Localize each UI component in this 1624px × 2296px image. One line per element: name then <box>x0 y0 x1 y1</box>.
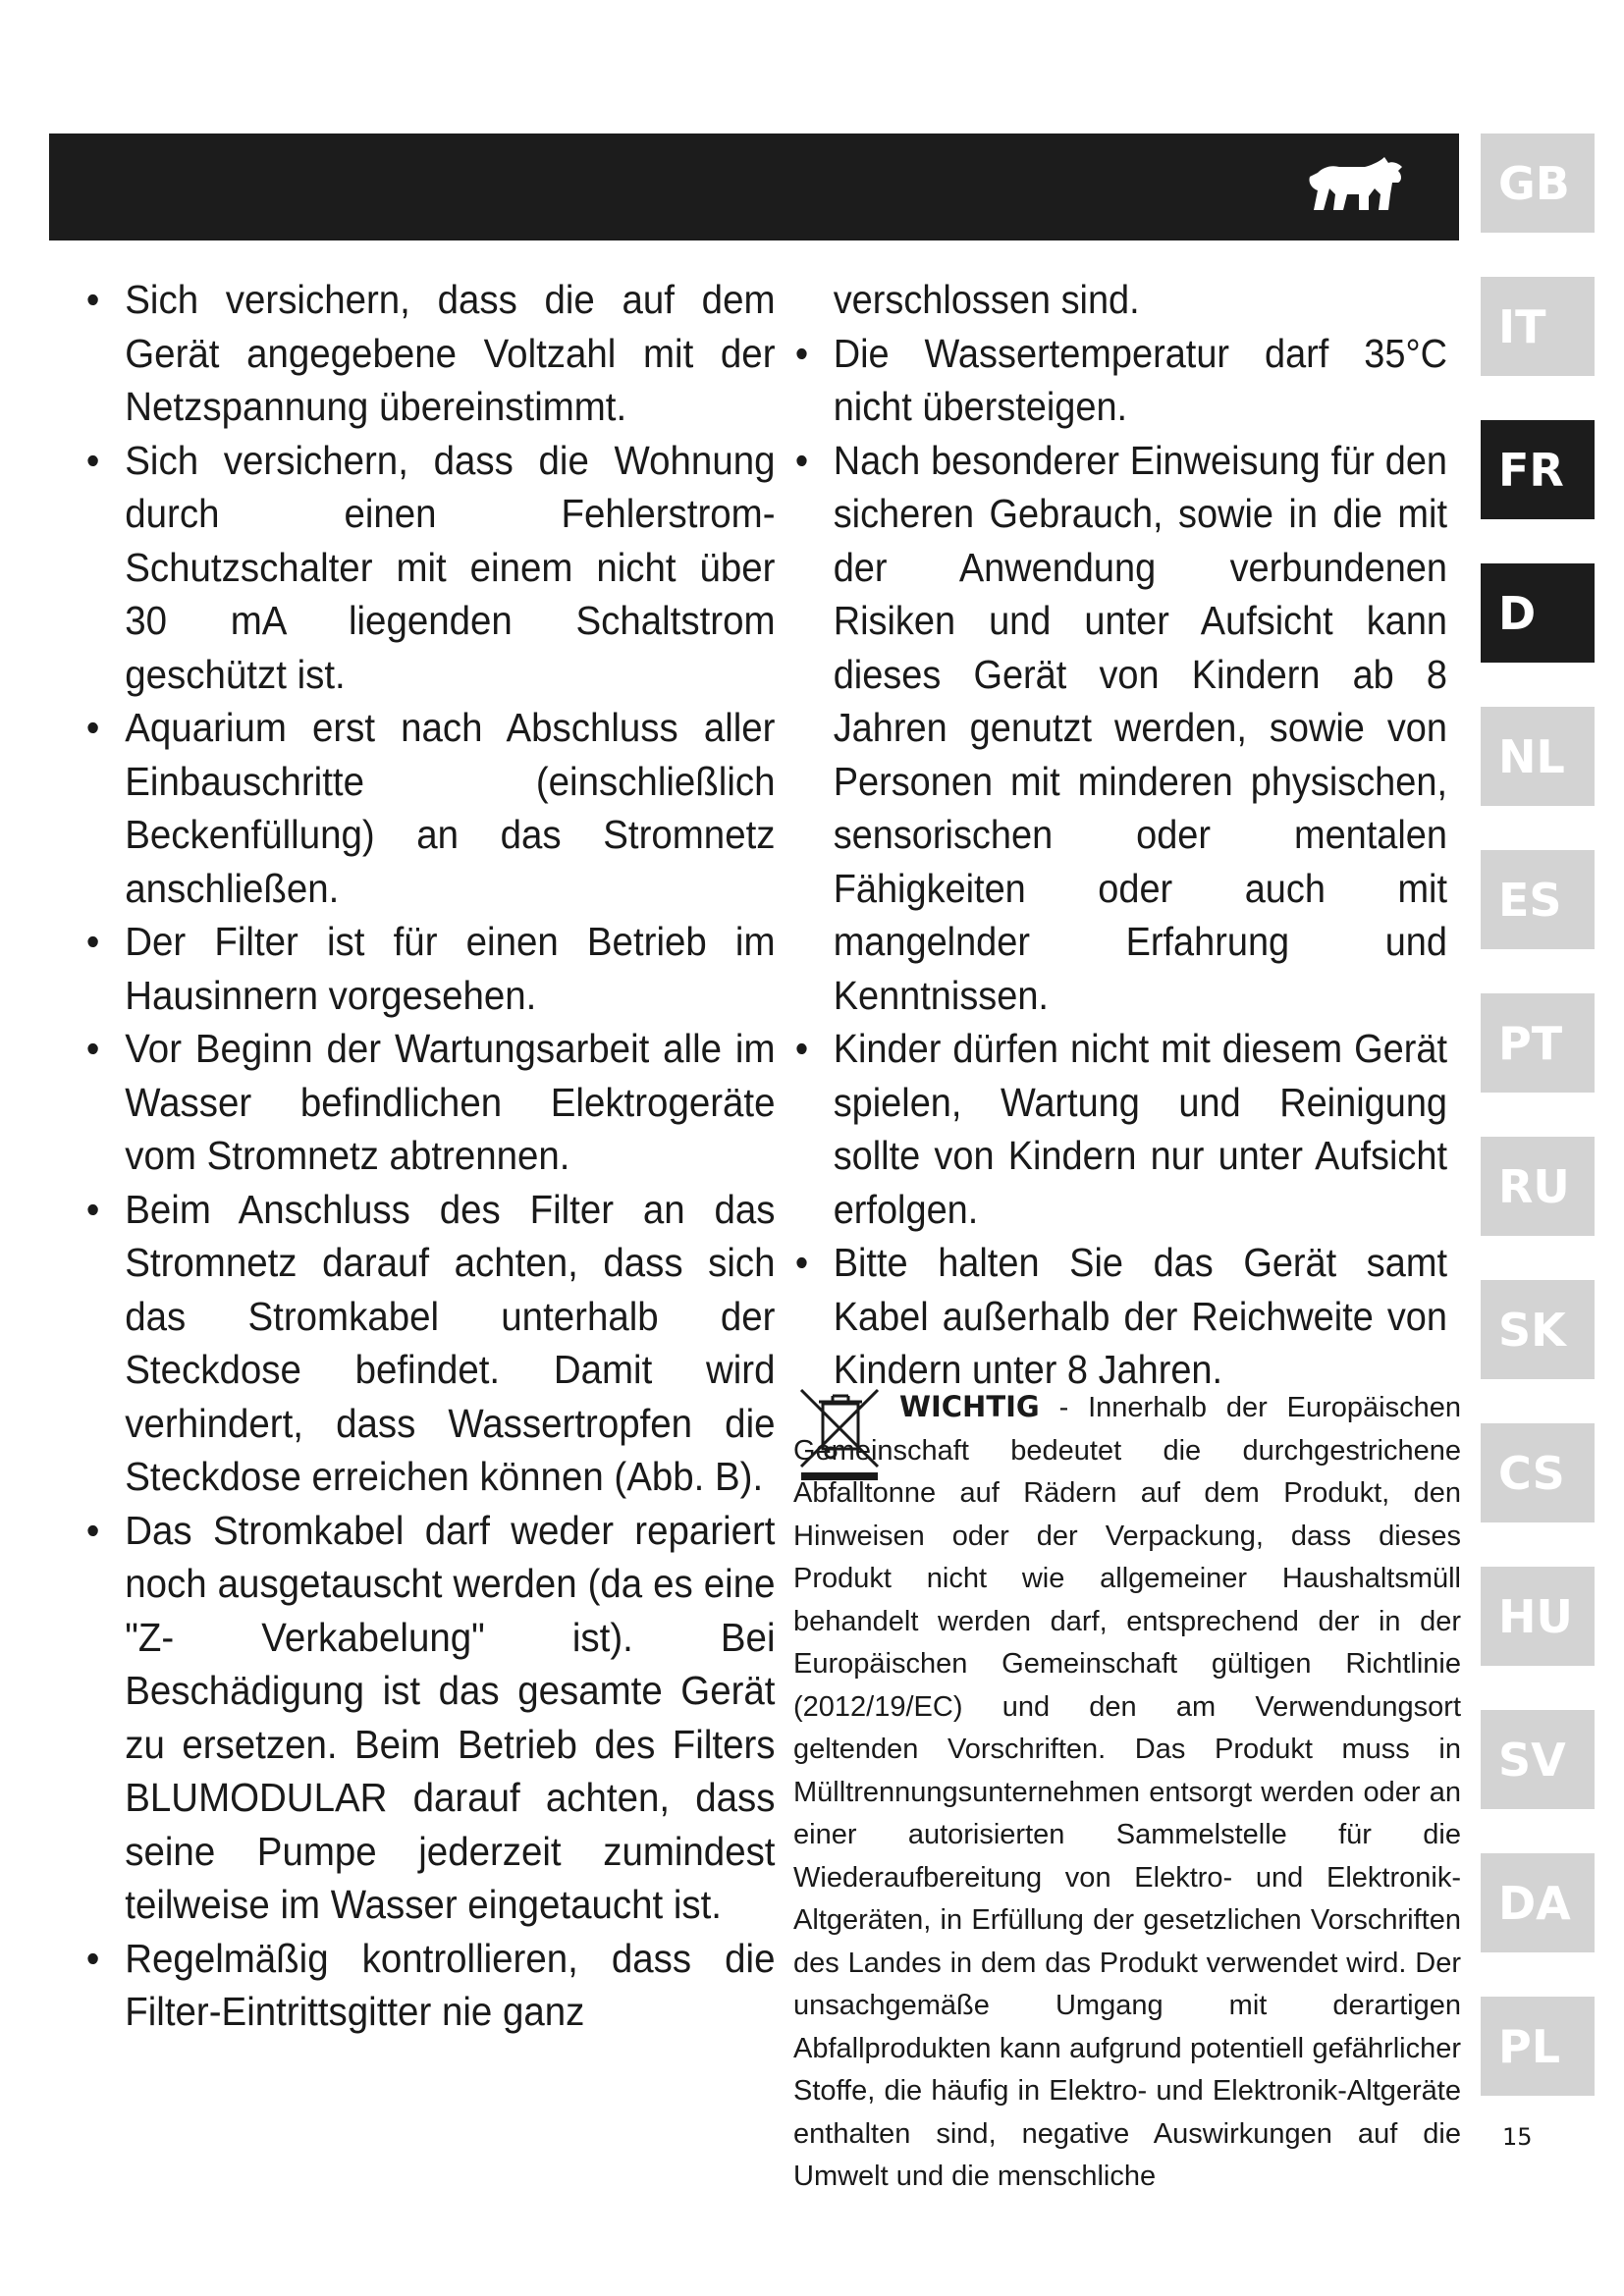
list-item: • Bitte halten Sie das Gerät samt Kabel außerhalb der Reichweite von Kindern unter 8 Jahren. <box>793 1236 1447 1397</box>
list-item: • Kinder dürfen nicht mit diesem Gerät spielen, Wartung und Reinigung sollte von Kindern nur unter Aufsicht erfolgen. <box>793 1022 1447 1236</box>
list-item: • Beim Anschluss des Filter an das Stromnetz darauf achten, dass sich das Stromkabel unterhalb der Steckdose befindet. Damit wird verhindert, dass Wassertropfen die Steckdose erreichen können (Abb. B). <box>84 1183 776 1504</box>
lang-tab-da[interactable]: DA <box>1481 1853 1595 1952</box>
lang-tab-pl[interactable]: PL <box>1481 1997 1595 2096</box>
lang-tab-it[interactable]: IT <box>1481 277 1595 376</box>
list-item: • Nach besonderer Einweisung für den sicheren Gebrauch, sowie in die mit der Anwendung verbundenen Risiken und unter Aufsicht kann dieses Gerät von Kindern ab 8 Jahren genutzt werden, sowie von Personen mit minderen physischen, sensorischen oder mentalen Fähigkeiten oder auch mit mangelnder Erfahrung und Kenntnissen. <box>793 434 1447 1023</box>
right-column <box>793 273 1447 1397</box>
lang-tab-pt[interactable]: PT <box>1481 993 1595 1093</box>
list-item: • Aquarium erst nach Abschluss aller Einbauschritte (einschließlich Beckenfüllung) an das Stromnetz anschließen. <box>84 701 776 915</box>
lang-tab-sv[interactable]: SV <box>1481 1710 1595 1809</box>
list-item: • Der Filter ist für einen Betrieb im Hausinnern vorgesehen. <box>84 915 776 1022</box>
notice-title: WICHTIG <box>899 1390 1040 1423</box>
list-item: • Die Wassertemperatur darf 35°C nicht übersteigen. <box>793 327 1447 434</box>
lang-tab-d[interactable]: D <box>1481 563 1595 663</box>
list-item: • Sich versichern, dass die auf dem Gerät angegebene Voltzahl mit der Netzspannung übereinstimmt. <box>84 273 776 434</box>
lang-tab-es[interactable]: ES <box>1481 850 1595 949</box>
left-column <box>84 273 776 2039</box>
lang-tab-sk[interactable]: SK <box>1481 1280 1595 1379</box>
list-item: • Vor Beginn der Wartungsarbeit alle im Wasser befindlichen Elektrogeräte vom Stromnetz abtrennen. <box>84 1022 776 1183</box>
ferplast-dog-logo-icon <box>1304 155 1406 222</box>
list-item: • Regelmäßig kontrollieren, dass die Filter-Eintrittsgitter nie ganz <box>84 1932 776 2039</box>
notice-paragraph <box>793 1386 1461 2199</box>
page-number: 15 <box>1502 2123 1533 2151</box>
lang-tab-ru[interactable]: RU <box>1481 1137 1595 1236</box>
header-bar <box>49 133 1459 240</box>
lang-tab-fr[interactable]: FR <box>1481 420 1595 519</box>
continuation-text: verschlossen sind. <box>833 277 1140 322</box>
lang-tab-cs[interactable]: CS <box>1481 1423 1595 1522</box>
lang-tab-nl[interactable]: NL <box>1481 707 1595 806</box>
list-item: • Das Stromkabel darf weder repariert noch ausgetauscht werden (da es eine "Z- Verkabelung" ist). Bei Beschädigung ist das gesamte Gerät zu ersetzen. Beim Betrieb des Filters BLUMODULAR darauf achten, dass seine Pumpe jederzeit zumindest teilweise im Wasser eingetaucht ist. <box>84 1504 776 1932</box>
weee-notice <box>793 1386 1461 2199</box>
notice-body: - Innerhalb der Europäischen Gemeinschaft bedeutet die durchgestrichene Abfalltonne auf Rädern auf dem Produkt, den Hinweisen oder der Verpackung, dass dieses Produkt nicht wie allgemeiner Haushaltsmüll behandelt werden darf, entsprechend der in der Europäischen Gemeinschaft gültigen Richtlinie (2012/19/EC) und den am Verwendungsort geltenden Vorschriften. Das Produkt muss in Mülltrennungsunternehmen entsorgt werden oder an einer autorisierten Sammelstelle für die Wiederaufbereitung von Elektro- und Elektronik-Altgeräten, in Erfüllung der gesetzlichen Vorschriften des Landes in dem das Produkt verwendet wird. Der unsachgemäße Umgang mit derartigen Abfallprodukten kann aufgrund potentiell gefährlicher Stoffe, die häufig in Elektro- und Elektronik-Altgeräte enthalten sind, negative Auswirkungen auf die Umwelt und die menschliche <box>793 1392 1461 2192</box>
list-item: • Sich versichern, dass die Wohnung durch einen Fehlerstrom-Schutzschalter mit einem nicht über 30 mA liegenden Schaltstrom geschützt ist. <box>84 434 776 702</box>
lang-tab-hu[interactable]: HU <box>1481 1567 1595 1666</box>
lang-tab-gb[interactable]: GB <box>1481 133 1595 233</box>
